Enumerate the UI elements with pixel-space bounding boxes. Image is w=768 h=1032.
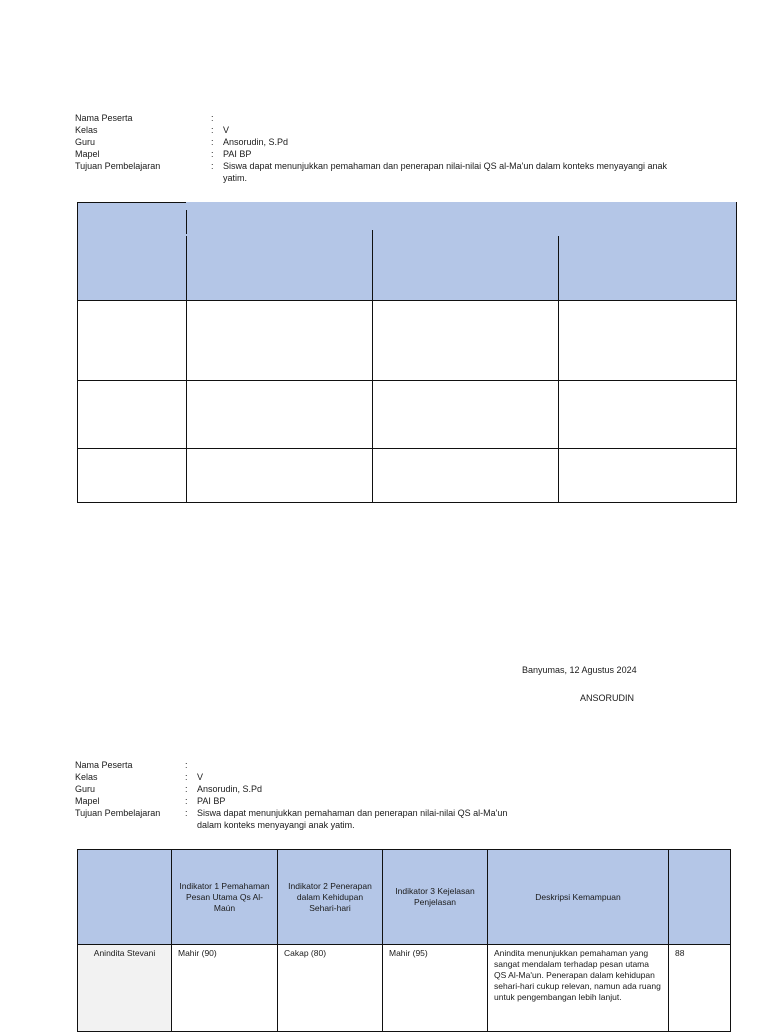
field-colon: : <box>185 796 188 806</box>
field-colon: : <box>185 772 188 782</box>
field-nama-peserta <box>75 759 535 771</box>
field-mapel <box>75 148 695 160</box>
field-value: Siswa dapat menunjukkan pemahaman dan penerapan nilai-nilai QS al-Ma'un dalam konteks menyayangi anak yatim. <box>223 161 667 183</box>
field-colon: : <box>211 125 214 135</box>
header-name <box>78 850 172 945</box>
field-value: V <box>197 772 204 782</box>
indikator-1-cell: Mahir (90) <box>172 945 278 1032</box>
field-colon: : <box>185 808 188 818</box>
field-kelas <box>75 771 535 783</box>
field-label: Nama Peserta <box>75 113 133 123</box>
field-colon: : <box>211 161 214 171</box>
nilai-cell: 88 <box>669 945 731 1032</box>
table-row <box>78 945 731 1032</box>
field-value: PAI BP <box>197 796 226 806</box>
field-kelas <box>75 124 695 136</box>
indikator-2-cell: Cakap (80) <box>278 945 383 1032</box>
table-row-line <box>77 380 737 381</box>
field-colon: : <box>211 137 214 147</box>
field-guru <box>75 783 535 795</box>
header-indikator-3: Indikator 3 Kejelasan Penjelasan <box>383 850 488 945</box>
field-label: Mapel <box>75 796 100 806</box>
field-value: V <box>223 125 230 135</box>
table-col-line <box>558 236 559 503</box>
field-label: Nama Peserta <box>75 760 133 770</box>
field-guru <box>75 136 695 148</box>
table-col-line <box>186 210 187 234</box>
place-date: Banyumas, 12 Agustus 2024 <box>522 665 637 675</box>
field-value <box>223 112 695 124</box>
table-header-row <box>78 850 731 945</box>
field-tujuan-pembelajaran <box>75 807 535 831</box>
field-value: Ansorudin, S.Pd <box>197 784 263 794</box>
field-label: Guru <box>75 784 96 794</box>
assessment-table <box>77 849 731 1032</box>
field-label: Kelas <box>75 772 98 782</box>
table-border-bottom <box>77 502 737 503</box>
deskripsi-cell: Anindita menunjukkan pemahaman yang sangat mendalam terhadap pesan utama QS Al-Ma'un. Penerapan dalam kehidupan sehari-hari cukup relevan, namun ada ruang untuk pengembangan lebih lanjut. <box>488 945 669 1032</box>
table-col-line <box>372 230 373 503</box>
student-name: Anindita Stevani <box>78 945 172 1032</box>
empty-assessment-table <box>77 202 737 503</box>
table-border-right <box>736 202 737 503</box>
header-nilai <box>669 850 731 945</box>
table-row-line <box>77 300 737 301</box>
header-deskripsi: Deskripsi Kemampuan <box>488 850 669 945</box>
indikator-3-cell: Mahir (95) <box>383 945 488 1032</box>
field-label: Tujuan Pembelajaran <box>75 808 161 818</box>
signer-name: ANSORUDIN <box>580 693 635 703</box>
field-label: Mapel <box>75 149 100 159</box>
field-value <box>197 759 535 771</box>
field-tujuan-pembelajaran <box>75 160 695 184</box>
field-nama-peserta <box>75 112 695 124</box>
field-label: Guru <box>75 137 96 147</box>
field-value: Siswa dapat menunjukkan pemahaman dan penerapan nilai-nilai QS al-Ma'un dalam konteks menyayangi anak yatim. <box>197 808 508 830</box>
bottom-info-block <box>75 759 535 831</box>
field-colon: : <box>211 149 214 159</box>
field-label: Tujuan Pembelajaran <box>75 161 161 171</box>
table-header-band <box>77 202 737 300</box>
table-row-line <box>77 448 737 449</box>
field-colon: : <box>185 784 188 794</box>
field-colon: : <box>185 760 188 770</box>
top-info-block <box>75 112 695 184</box>
field-mapel <box>75 795 535 807</box>
table-border-top-left <box>77 202 186 203</box>
header-indikator-1: Indikator 1 Pemahaman Pesan Utama Qs Al-Maún <box>172 850 278 945</box>
field-label: Kelas <box>75 125 98 135</box>
field-value: Ansorudin, S.Pd <box>223 137 289 147</box>
table-col-line <box>186 236 187 503</box>
table-border-left <box>77 202 78 503</box>
field-value: PAI BP <box>223 149 252 159</box>
header-indikator-2: Indikator 2 Penerapan dalam Kehidupan Sehari-hari <box>278 850 383 945</box>
field-colon: : <box>211 113 214 123</box>
